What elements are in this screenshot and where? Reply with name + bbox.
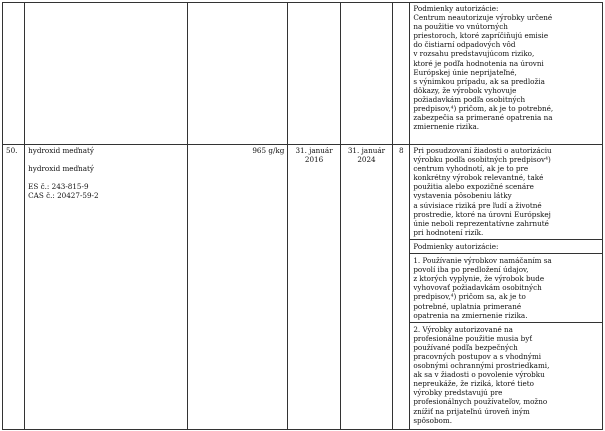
- product-type-cell: 8: [393, 145, 410, 430]
- concentration-cell: 965 g/kg: [187, 145, 288, 430]
- divider: [410, 253, 602, 254]
- regulation-table: [2, 2, 603, 430]
- substance-iupac-name: hydroxid meďnatý: [28, 164, 94, 174]
- approval-date-cell: [288, 3, 340, 145]
- table-row: [3, 145, 603, 430]
- expiry-date-cell: [340, 3, 392, 145]
- entry-number-cell: 50.: [3, 145, 25, 430]
- concentration-cell: [187, 3, 288, 145]
- conditions-label: Podmienky autorizácie:: [413, 241, 499, 251]
- substance-name: hydroxid meďnatý: [28, 146, 94, 155]
- conditions-paragraph: Centrum neautorizuje výrobky určené na použitie vo vnútorných priestoroch, ktoré zapríčiňujú emisie do čistiarní odpadových vôd v rozsahu predstavujúcom riziko, ktoré je podľa hodnotenia na úrovni Európskej únie neprijateľné, s výnimkou prípadu, ak sa predložia dôkazy, že výrobok vyhovuje požiadavkám podľa osobitných predpisov,⁴) pričom, ak je to potrebné, zabezpečia sa primerané opatrenia na zmiernenie rizika.: [413, 13, 554, 132]
- ec-number: ES č.: 243-815-9: [28, 182, 89, 192]
- product-type-cell: [393, 3, 410, 145]
- assessment-paragraph: Pri posudzovaní žiadosti o autorizáciu výrobku podľa osobitných predpisov⁴) centrum vyhodnotí, ak je to pre konkrétny výrobok relevantné, také použitia alebo expozičné scenáre vystavenia pôsobeniu látky a súvisiace riziká pre ľudí a životné prostredie, ktoré na úrovni Európskej únie neboli reprezentatívne zahrnuté pri hodnotení rizík.: [413, 146, 552, 237]
- conditions-cell: [410, 145, 603, 430]
- condition-item-2: 2. Výrobky autorizované na profesionálne použitie musia byť používané podľa bezpečných pracovných postupov a s vhodnými osobnými ochrannými prostriedkami, ak sa v žiadosti o povolenie výrobku nepreukáže, že riziká, ktoré tieto výrobky predstavujú pre profesionálnych používateľov, možno znížiť na prijateľnú úroveň iným spôsobom.: [413, 324, 550, 425]
- conditions-cell: [410, 3, 603, 145]
- conditions-label: Podmienky autorizácie:: [413, 4, 499, 13]
- substance-cell: [25, 3, 187, 145]
- divider: [410, 239, 602, 240]
- condition-item-1: 1. Používanie výrobkov namáčaním sa povolí iba po predložení údajov, z ktorých vyplynie, že výrobok bude vyhovovať požiadavkám osobitných predpisov,⁴) pričom sa, ak je to potrebné, uplatnia primerané opatrenia na zmiernenie rizika.: [413, 256, 552, 320]
- approval-date-cell: 31. január 2016: [288, 145, 340, 430]
- table-row: [3, 3, 603, 145]
- cas-number: CAS č.: 20427-59-2: [28, 191, 99, 201]
- substance-cell: [25, 145, 187, 430]
- entry-number-cell: [3, 3, 25, 145]
- expiry-date-cell: 31. január 2024: [340, 145, 392, 430]
- divider: [410, 322, 602, 323]
